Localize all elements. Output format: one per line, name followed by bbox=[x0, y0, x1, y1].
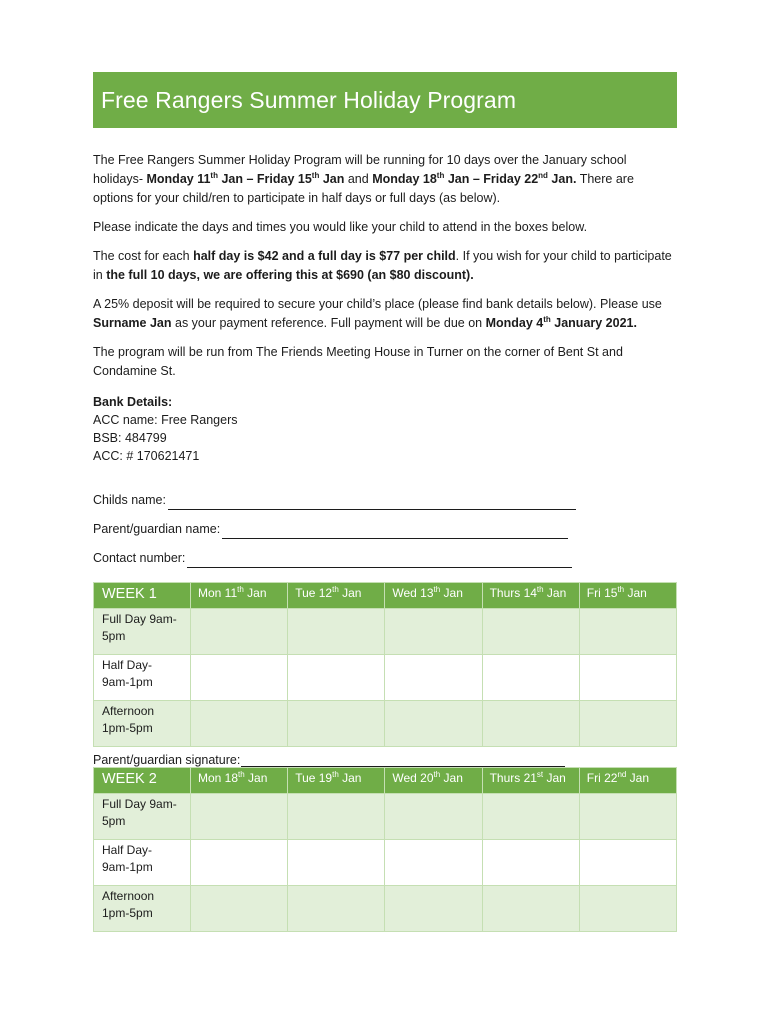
title-banner bbox=[93, 72, 677, 128]
intro-section bbox=[93, 151, 677, 568]
parent-name-label: Parent/guardian name: bbox=[93, 522, 221, 536]
week-1-day-header: Thurs 14th Jan bbox=[482, 583, 579, 609]
booking-cell[interactable] bbox=[288, 794, 385, 840]
week-1-day-header: Tue 12th Jan bbox=[288, 583, 385, 609]
table-row bbox=[94, 609, 677, 655]
booking-cell[interactable] bbox=[579, 655, 676, 701]
row-label-half-day: Half Day- 9am-1pm bbox=[94, 655, 191, 701]
intro-paragraph-dates: The Free Rangers Summer Holiday Program will be running for 10 days over the January school holidays- Monday 11th Jan – Friday 15th Jan and Monday 18th Jan – Friday 22nd Jan. There are options for your child/ren to participate in half days or full days (as below). bbox=[93, 153, 634, 205]
booking-cell[interactable] bbox=[288, 655, 385, 701]
booking-cell[interactable] bbox=[385, 886, 482, 932]
child-name-field[interactable] bbox=[93, 481, 677, 510]
bank-bsb: BSB: 484799 bbox=[93, 431, 167, 445]
intro-paragraph-cost: The cost for each half day is $42 and a full day is $77 per child. If you wish for your child to participate in the full 10 days, we are offering this at $690 (an $80 discount). bbox=[93, 249, 672, 282]
week-2-header-row bbox=[94, 768, 677, 794]
booking-cell[interactable] bbox=[385, 609, 482, 655]
row-label-afternoon: Afternoon 1pm-5pm bbox=[94, 701, 191, 747]
signature-label: Parent/guardian signature: bbox=[93, 753, 241, 767]
week-2-day-header: Tue 19th Jan bbox=[288, 768, 385, 794]
booking-cell[interactable] bbox=[191, 794, 288, 840]
table-row bbox=[94, 840, 677, 886]
booking-cell[interactable] bbox=[579, 701, 676, 747]
row-label-full-day: Full Day 9am- 5pm bbox=[94, 609, 191, 655]
bank-details bbox=[93, 393, 677, 465]
week-2-label: WEEK 2 bbox=[94, 768, 191, 794]
intro-paragraph-instructions: Please indicate the days and times you would like your child to attend in the boxes below. bbox=[93, 220, 588, 234]
booking-cell[interactable] bbox=[482, 701, 579, 747]
booking-cell[interactable] bbox=[288, 701, 385, 747]
booking-cell[interactable] bbox=[579, 609, 676, 655]
bank-heading: Bank Details: bbox=[93, 395, 173, 409]
booking-cell[interactable] bbox=[385, 840, 482, 886]
page-title: Free Rangers Summer Holiday Program bbox=[101, 86, 517, 113]
booking-cell[interactable] bbox=[385, 655, 482, 701]
parent-name-line[interactable] bbox=[222, 523, 568, 539]
table-row bbox=[94, 701, 677, 747]
week-2-day-header: Thurs 21st Jan bbox=[482, 768, 579, 794]
signature-line[interactable] bbox=[241, 754, 565, 767]
table-row bbox=[94, 794, 677, 840]
row-label-full-day: Full Day 9am- 5pm bbox=[94, 794, 191, 840]
parent-name-field[interactable] bbox=[93, 510, 677, 539]
booking-cell[interactable] bbox=[191, 886, 288, 932]
booking-cell[interactable] bbox=[191, 840, 288, 886]
booking-cell[interactable] bbox=[482, 655, 579, 701]
contact-number-label: Contact number: bbox=[93, 551, 186, 565]
booking-cell[interactable] bbox=[385, 794, 482, 840]
booking-cell[interactable] bbox=[579, 794, 676, 840]
week-1-label: WEEK 1 bbox=[94, 583, 191, 609]
contact-number-field[interactable] bbox=[93, 539, 677, 568]
booking-cell[interactable] bbox=[482, 794, 579, 840]
booking-cell[interactable] bbox=[288, 886, 385, 932]
week-1-table bbox=[93, 582, 677, 747]
week-2-day-header: Mon 18th Jan bbox=[191, 768, 288, 794]
child-name-line[interactable] bbox=[168, 494, 576, 510]
table-row bbox=[94, 655, 677, 701]
week-1-day-header: Fri 15th Jan bbox=[579, 583, 676, 609]
booking-cell[interactable] bbox=[191, 701, 288, 747]
row-label-half-day: Half Day- 9am-1pm bbox=[94, 840, 191, 886]
week-2-day-header: Wed 20th Jan bbox=[385, 768, 482, 794]
row-label-afternoon: Afternoon 1pm-5pm bbox=[94, 886, 191, 932]
booking-cell[interactable] bbox=[579, 886, 676, 932]
booking-cell[interactable] bbox=[482, 840, 579, 886]
booking-cell[interactable] bbox=[385, 701, 482, 747]
booking-cell[interactable] bbox=[482, 886, 579, 932]
bank-acc-name: ACC name: Free Rangers bbox=[93, 413, 238, 427]
week-1-day-header: Mon 11th Jan bbox=[191, 583, 288, 609]
signature-field[interactable] bbox=[93, 747, 677, 767]
booking-cell[interactable] bbox=[191, 609, 288, 655]
booking-cell[interactable] bbox=[288, 609, 385, 655]
contact-fields bbox=[93, 481, 677, 568]
booking-cell[interactable] bbox=[288, 840, 385, 886]
table-row bbox=[94, 886, 677, 932]
week-2-day-header: Fri 22nd Jan bbox=[579, 768, 676, 794]
week-1-day-header: Wed 13th Jan bbox=[385, 583, 482, 609]
week-1-header-row bbox=[94, 583, 677, 609]
booking-cell[interactable] bbox=[579, 840, 676, 886]
document-page bbox=[93, 72, 677, 932]
contact-number-line[interactable] bbox=[187, 552, 572, 568]
intro-paragraph-location: The program will be run from The Friends Meeting House in Turner on the corner of Bent St and Condamine St. bbox=[93, 345, 623, 378]
intro-paragraph-deposit: A 25% deposit will be required to secure your child’s place (please find bank details below). Please use Surname Jan as your payment reference. Full payment will be due on Monday 4th January 2021. bbox=[93, 297, 662, 330]
bank-acc-number: ACC: # 170621471 bbox=[93, 449, 200, 463]
week-2-table bbox=[93, 767, 677, 932]
booking-cell[interactable] bbox=[191, 655, 288, 701]
child-name-label: Childs name: bbox=[93, 493, 166, 507]
booking-cell[interactable] bbox=[482, 609, 579, 655]
